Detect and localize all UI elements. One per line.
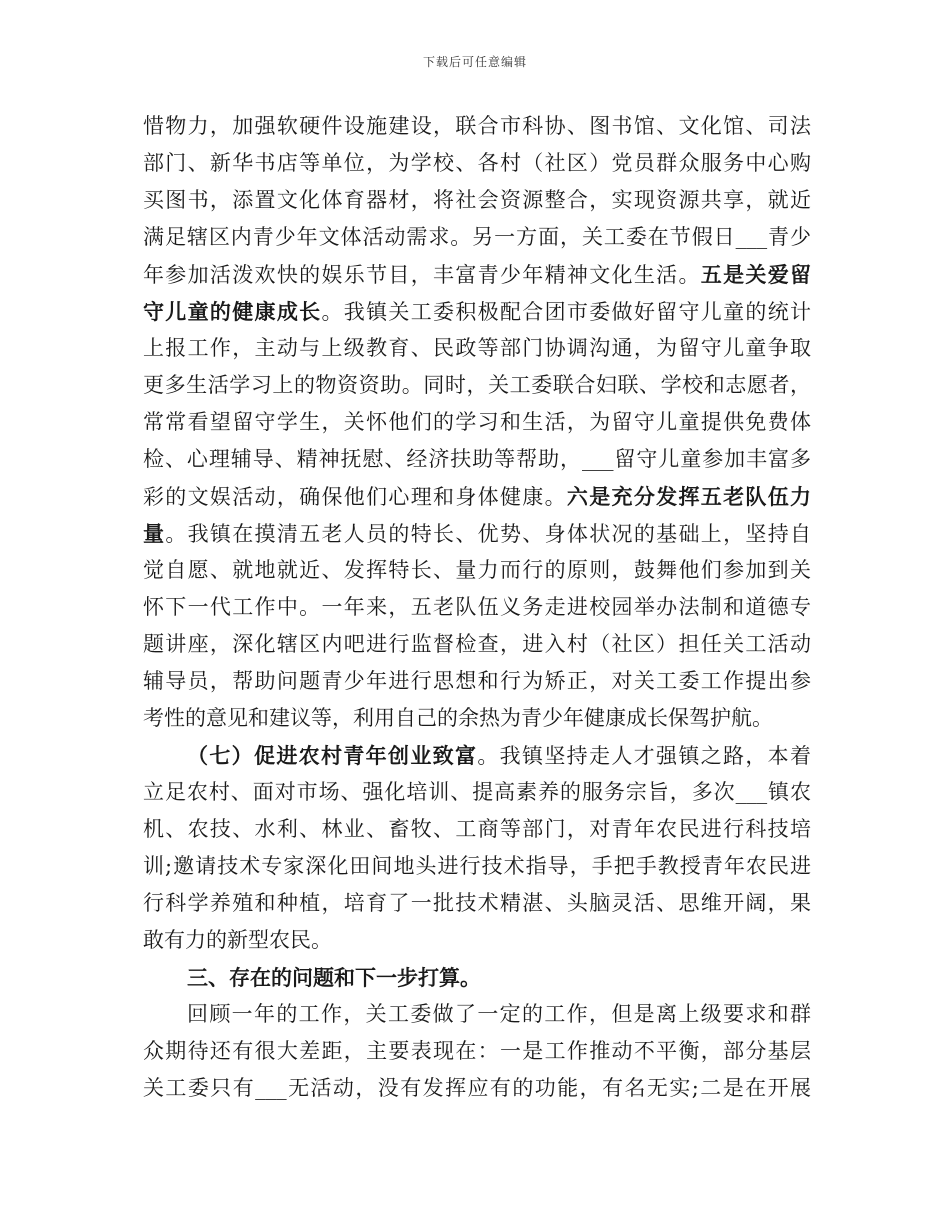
text-segment: 立足农村、面对市场、强化培训、提高素养的服务宗旨，多次___镇农 bbox=[143, 780, 811, 804]
text-line bbox=[143, 848, 811, 885]
bold-text-segment: 三、存在的问题和下一步打算。 bbox=[187, 965, 481, 990]
text-line bbox=[143, 589, 811, 626]
text-line bbox=[143, 811, 811, 848]
text-line bbox=[143, 478, 811, 515]
text-line bbox=[143, 441, 811, 478]
text-segment: 训;邀请技术专家深化田间地头进行技术指导，手把手教授青年农民进 bbox=[143, 854, 811, 878]
text-line bbox=[143, 922, 811, 959]
text-line bbox=[143, 367, 811, 404]
text-line bbox=[143, 885, 811, 922]
text-line bbox=[143, 774, 811, 811]
text-line bbox=[143, 663, 811, 700]
bold-text-segment: （七）促进农村青年创业致富 bbox=[187, 743, 478, 768]
text-line bbox=[143, 700, 811, 737]
text-segment: 买图书，添置文化体育器材，将社会资源整合，实现资源共享，就近 bbox=[143, 188, 811, 212]
text-line bbox=[143, 219, 811, 256]
text-line bbox=[143, 959, 811, 996]
text-line bbox=[143, 145, 811, 182]
text-segment: 满足辖区内青少年文体活动需求。另一方面，关工委在节假日___青少 bbox=[143, 225, 811, 249]
bold-text-segment: 五是关爱留 bbox=[700, 262, 812, 287]
text-line bbox=[143, 293, 811, 330]
text-segment: 更多生活学习上的物资资助。同时，关工委联合妇联、学校和志愿者， bbox=[143, 373, 811, 397]
text-segment: 行科学养殖和种植，培育了一批技术精湛、头脑灵活、思维开阔，果 bbox=[143, 891, 811, 915]
text-segment: 。我镇在摸清五老人员的特长、优势、身体状况的基础上，坚持自 bbox=[165, 522, 811, 546]
text-segment: 关工委只有___无活动，没有发挥应有的功能，有名无实;二是在开展 bbox=[143, 1076, 811, 1100]
text-segment: 题讲座，深化辖区内吧进行监督检查，进入村（社区）担任关工活动 bbox=[143, 632, 811, 656]
text-segment: 年参加活泼欢快的娱乐节目，丰富青少年精神文化生活。 bbox=[143, 263, 701, 287]
document-body bbox=[143, 108, 811, 1107]
text-line bbox=[143, 330, 811, 367]
text-segment: 惜物力，加强软硬件设施建设，联合市科协、图书馆、文化馆、司法 bbox=[143, 114, 811, 138]
text-segment: 机、农技、水利、林业、畜牧、工商等部门，对青年农民进行科技培 bbox=[143, 817, 811, 841]
bold-text-segment: 守儿童的健康成长 bbox=[143, 299, 322, 324]
text-segment: 上报工作，主动与上级教育、民政等部门协调沟通，为留守儿童争取 bbox=[143, 336, 811, 360]
text-segment: 怀下一代工作中。一年来，五老队伍义务走进校园举办法制和道德专 bbox=[143, 595, 811, 619]
text-line bbox=[143, 552, 811, 589]
text-segment: 彩的文娱活动，确保他们心理和身体健康。 bbox=[143, 485, 567, 509]
text-line bbox=[143, 256, 811, 293]
text-line bbox=[143, 737, 811, 774]
text-line bbox=[143, 404, 811, 441]
text-segment: 。我镇坚持走人才强镇之路，本着 bbox=[477, 744, 812, 768]
text-segment: 常常看望留守学生，关怀他们的学习和生活，为留守儿童提供免费体 bbox=[143, 410, 811, 434]
text-segment: 回顾一年的工作，关工委做了一定的工作，但是离上级要求和群 bbox=[187, 1002, 811, 1026]
bold-text-segment: 量 bbox=[143, 521, 166, 546]
text-segment: 敢有力的新型农民。 bbox=[143, 928, 332, 952]
text-line bbox=[143, 1033, 811, 1070]
text-line bbox=[143, 182, 811, 219]
bold-text-segment: 六是充分发挥五老队伍力 bbox=[566, 484, 812, 509]
text-line bbox=[143, 515, 811, 552]
text-line bbox=[143, 626, 811, 663]
text-segment: 考性的意见和建议等，利用自己的余热为青少年健康成长保驾护航。 bbox=[143, 706, 773, 730]
text-line bbox=[143, 108, 811, 145]
text-segment: 。我镇关工委积极配合团市委做好留守儿童的统计 bbox=[321, 300, 811, 324]
text-line bbox=[143, 1070, 811, 1107]
text-segment: 众期待还有很大差距，主要表现在：一是工作推动不平衡，部分基层 bbox=[143, 1039, 811, 1063]
text-line bbox=[143, 996, 811, 1033]
page-header: 下载后可任意编辑 bbox=[422, 55, 527, 69]
text-segment: 觉自愿、就地就近、发挥特长、量力而行的原则，鼓舞他们参加到关 bbox=[143, 558, 811, 582]
text-segment: 部门、新华书店等单位，为学校、各村（社区）党员群众服务中心购 bbox=[143, 151, 811, 175]
text-segment: 辅导员，帮助问题青少年进行思想和行为矫正，对关工委工作提出参 bbox=[143, 669, 811, 693]
text-segment: 检、心理辅导、精神抚慰、经济扶助等帮助，___留守儿童参加丰富多 bbox=[143, 447, 811, 471]
